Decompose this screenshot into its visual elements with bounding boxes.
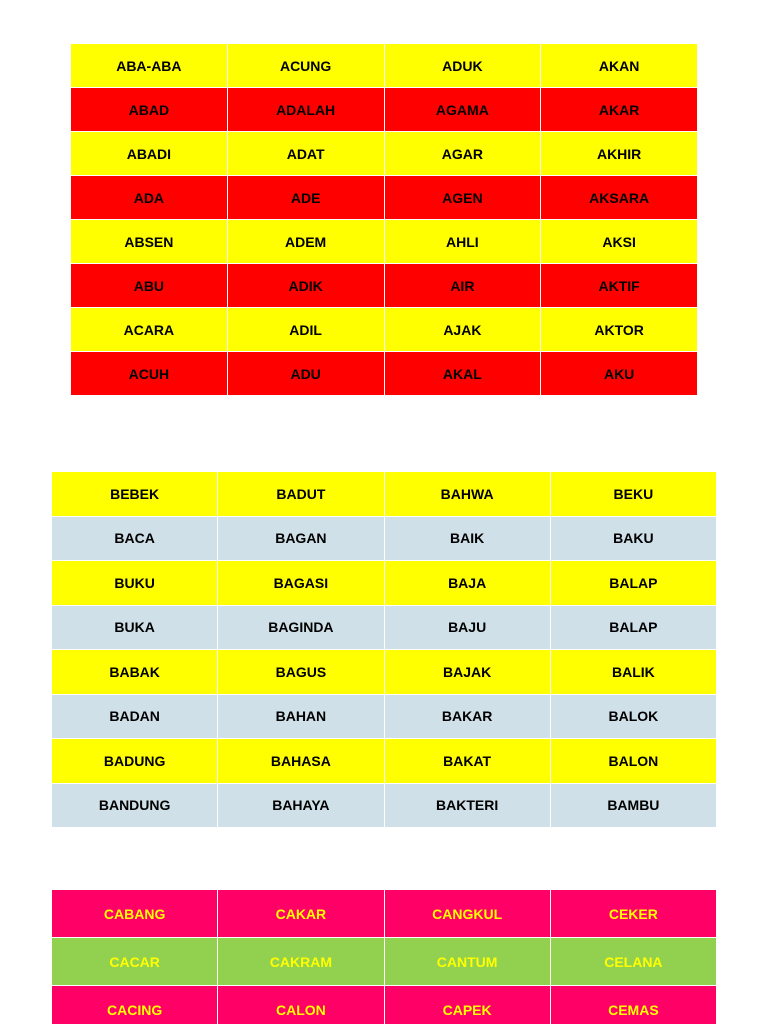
table-cell: AKSARA bbox=[541, 176, 698, 220]
table-cell: ACUNG bbox=[227, 44, 384, 88]
table-row bbox=[52, 561, 717, 606]
table-cell: CAKRAM bbox=[218, 938, 384, 986]
table-cell: BABAK bbox=[52, 650, 218, 695]
table-cell: ACUH bbox=[71, 352, 228, 396]
table-row bbox=[52, 986, 717, 1024]
table-cell: ABSEN bbox=[71, 220, 228, 264]
table-cell: AKAR bbox=[541, 88, 698, 132]
table-row bbox=[52, 783, 717, 828]
table-cell: CELANA bbox=[550, 938, 716, 986]
table-cell: BALON bbox=[550, 739, 716, 784]
table-cell: ADALAH bbox=[227, 88, 384, 132]
table-cell: ABADI bbox=[71, 132, 228, 176]
table-cell: BAJA bbox=[384, 561, 550, 606]
table-row bbox=[52, 516, 717, 561]
table-cell: AJAK bbox=[384, 308, 541, 352]
table-cell: ADUK bbox=[384, 44, 541, 88]
table-cell: BAGASI bbox=[218, 561, 384, 606]
table-cell: BAHWA bbox=[384, 472, 550, 517]
table-cell: AIR bbox=[384, 264, 541, 308]
table-cell: BAHAN bbox=[218, 694, 384, 739]
table-cell: BADUNG bbox=[52, 739, 218, 784]
table-cell: AKTOR bbox=[541, 308, 698, 352]
table-row bbox=[71, 88, 698, 132]
table-cell: CACAR bbox=[52, 938, 218, 986]
table-cell: BALAP bbox=[550, 561, 716, 606]
table-cell: ADE bbox=[227, 176, 384, 220]
table-cell: AKAN bbox=[541, 44, 698, 88]
table-cell: BADAN bbox=[52, 694, 218, 739]
table-row bbox=[52, 938, 717, 986]
table-row bbox=[52, 694, 717, 739]
table-cell: BANDUNG bbox=[52, 783, 218, 828]
table-cell: AKAL bbox=[384, 352, 541, 396]
table-row bbox=[71, 352, 698, 396]
table-cell: CEKER bbox=[550, 890, 716, 938]
table-row bbox=[71, 220, 698, 264]
table-cell: BAJAK bbox=[384, 650, 550, 695]
table-row bbox=[71, 176, 698, 220]
table-cell: CAKAR bbox=[218, 890, 384, 938]
table-cell: CACING bbox=[52, 986, 218, 1024]
table-cell: AHLI bbox=[384, 220, 541, 264]
table-cell: BAKAT bbox=[384, 739, 550, 784]
table-cell: BAHASA bbox=[218, 739, 384, 784]
table-cell: ABAD bbox=[71, 88, 228, 132]
table-cell: ADIL bbox=[227, 308, 384, 352]
table-row bbox=[52, 605, 717, 650]
table-cell: CAPEK bbox=[384, 986, 550, 1024]
table-cell: ADIK bbox=[227, 264, 384, 308]
table-cell: CANTUM bbox=[384, 938, 550, 986]
table-cell: AKU bbox=[541, 352, 698, 396]
table-cell: BAGINDA bbox=[218, 605, 384, 650]
table-cell: CALON bbox=[218, 986, 384, 1024]
table-row bbox=[71, 308, 698, 352]
table-cell: BAJU bbox=[384, 605, 550, 650]
table-row bbox=[52, 472, 717, 517]
table-cell: ABU bbox=[71, 264, 228, 308]
table-cell: ADU bbox=[227, 352, 384, 396]
table-cell: BAGAN bbox=[218, 516, 384, 561]
table-cell: BALIK bbox=[550, 650, 716, 695]
table-cell: AKHIR bbox=[541, 132, 698, 176]
table-cell: BADUT bbox=[218, 472, 384, 517]
table-cell: ABA-ABA bbox=[71, 44, 228, 88]
table-cell: BACA bbox=[52, 516, 218, 561]
table-row bbox=[52, 650, 717, 695]
word-table-a bbox=[70, 43, 698, 396]
table-cell: BUKA bbox=[52, 605, 218, 650]
table-cell: BEKU bbox=[550, 472, 716, 517]
table-cell: BAGUS bbox=[218, 650, 384, 695]
table-cell: AKSI bbox=[541, 220, 698, 264]
table-cell: BEBEK bbox=[52, 472, 218, 517]
table-cell: BALOK bbox=[550, 694, 716, 739]
table-cell: BAKU bbox=[550, 516, 716, 561]
table-cell: ADA bbox=[71, 176, 228, 220]
table-row bbox=[52, 739, 717, 784]
table-cell: BAMBU bbox=[550, 783, 716, 828]
table-cell: CANGKUL bbox=[384, 890, 550, 938]
table-cell: BAHAYA bbox=[218, 783, 384, 828]
table-cell: BAKAR bbox=[384, 694, 550, 739]
table-row bbox=[71, 132, 698, 176]
table-cell: ADAT bbox=[227, 132, 384, 176]
table-cell: BALAP bbox=[550, 605, 716, 650]
table-cell: AGEN bbox=[384, 176, 541, 220]
word-table-b bbox=[51, 471, 717, 828]
table-row bbox=[71, 44, 698, 88]
table-row bbox=[52, 890, 717, 938]
table-cell: CEMAS bbox=[550, 986, 716, 1024]
table-cell: BAIK bbox=[384, 516, 550, 561]
table-cell: AGAMA bbox=[384, 88, 541, 132]
word-table-c bbox=[51, 889, 717, 1024]
table-cell: AKTIF bbox=[541, 264, 698, 308]
table-cell: ACARA bbox=[71, 308, 228, 352]
table-cell: AGAR bbox=[384, 132, 541, 176]
table-row bbox=[71, 264, 698, 308]
table-cell: CABANG bbox=[52, 890, 218, 938]
table-cell: BUKU bbox=[52, 561, 218, 606]
table-cell: BAKTERI bbox=[384, 783, 550, 828]
table-cell: ADEM bbox=[227, 220, 384, 264]
